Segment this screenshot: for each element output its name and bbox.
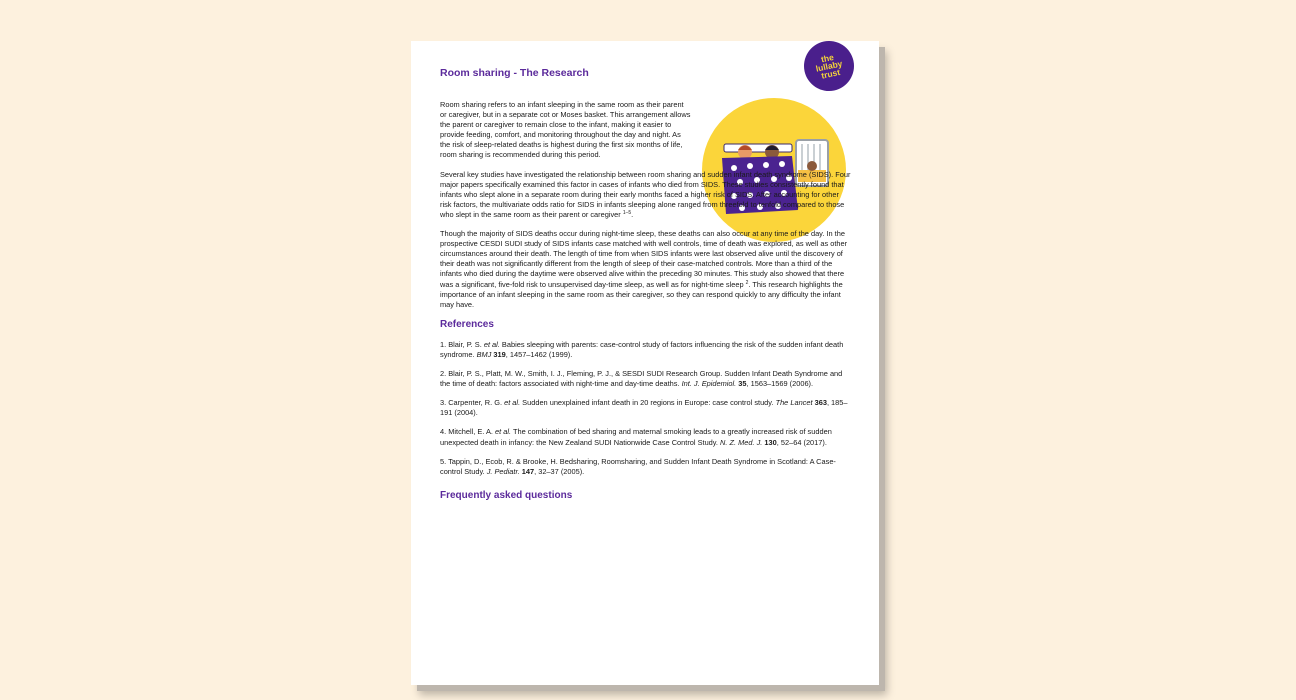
lullaby-trust-logo: the lullaby trust (799, 41, 858, 96)
reference-item: 5. Tappin, D., Ecob, R. & Brooke, H. Bedsharing, Roomsharing, and Sudden Infant Death Syndrome in Scotland: A Case-control Study. J. Pediatr. 147, 32–37 (2005). (440, 456, 836, 476)
citation-sup: 1–5 (622, 209, 632, 216)
reference-item: 1. Blair, P. S. et al. Babies sleeping with parents: case-control study of factors influencing the risk of the sudden infant death syndrome. BMJ 319, 1457–1462 (1999). (440, 339, 844, 359)
reference-item: 3. Carpenter, R. G. et al. Sudden unexplained infant death in 20 regions in Europe: case control study. The Lancet 363, 185–191 (2004). (440, 398, 848, 418)
faq-heading: Frequently asked questions (440, 489, 573, 501)
document-body (440, 100, 852, 511)
document-page (411, 41, 879, 685)
citation-sup: 2 (745, 279, 749, 286)
reference-item: 2. Blair, P. S., Platt, M. W., Smith, I. J., Fleming, P. J., & SESDI SUDI Research Group. Sudden Infant Death Syndrome and the time of death: factors associated with night-time and day-time deaths. Int. J. Epidemiol. 35, 1563–1569 (2006). (440, 369, 843, 389)
page-title: Room sharing - The Research (440, 67, 589, 79)
paragraph-intro: Room sharing refers to an infant sleeping in the same room as their parent or caregiver, but in a separate cot or Moses basket. This arrangement allows the parent or caregiver to remain close to the infant, making it easier to provide feeding, comfort, and monitoring throughout the day and night. As the risk of sleep-related deaths is highest during the first six months of life, room sharing is recommended during this period. (440, 100, 691, 160)
reference-item: 4. Mitchell, E. A. et al. The combination of bed sharing and maternal smoking leads to a greatly increased risk of sudden unexpected death in infancy: the New Zealand SUDI Nationwide Case Control Study. N. Z. Med. J. 130, 52–64 (2017). (440, 427, 832, 447)
references-heading: References (440, 318, 494, 330)
paragraph-studies: Several key studies have investigated the relationship between room sharing and sudden infant death syndrome (SIDS). Four major papers specifically examined this factor in cases of infants who died from SIDS. These studies consistently found that infants who slept alone in a separate room during their early months faced a higher risk of SIDS. After accounting for other risk factors, the multivariate odds ratio for SIDS in infants sleeping alone ranged from threefold to tenfold compared to those who slept in the same room as their parent or caregiver $^{1-5}$. (440, 169, 851, 219)
paragraph-daytime: Though the majority of SIDS deaths occur during night-time sleep, these deaths can also occur at any time of the day. In the prospective CESDI SUDI study of SIDS infants case matched with well controls, time of death was explored, as well as other circumstances around their death. The length of time from when SIDS infants were last observed alive until the discovery of their death was not significantly different from the length of sleep of their case-matched controls. More than a third of the infants who died during the daytime were observed alive within the preceding 30 minutes. This study also showed that there was a significant, five-fold risk to unsupervised day-time sleep, as well as for night-time sleep $^2$. This research highlights the importance of an infant sleeping in the same room as their caregiver, so they can respond quickly to any difficulty the infant may have. (440, 229, 848, 309)
